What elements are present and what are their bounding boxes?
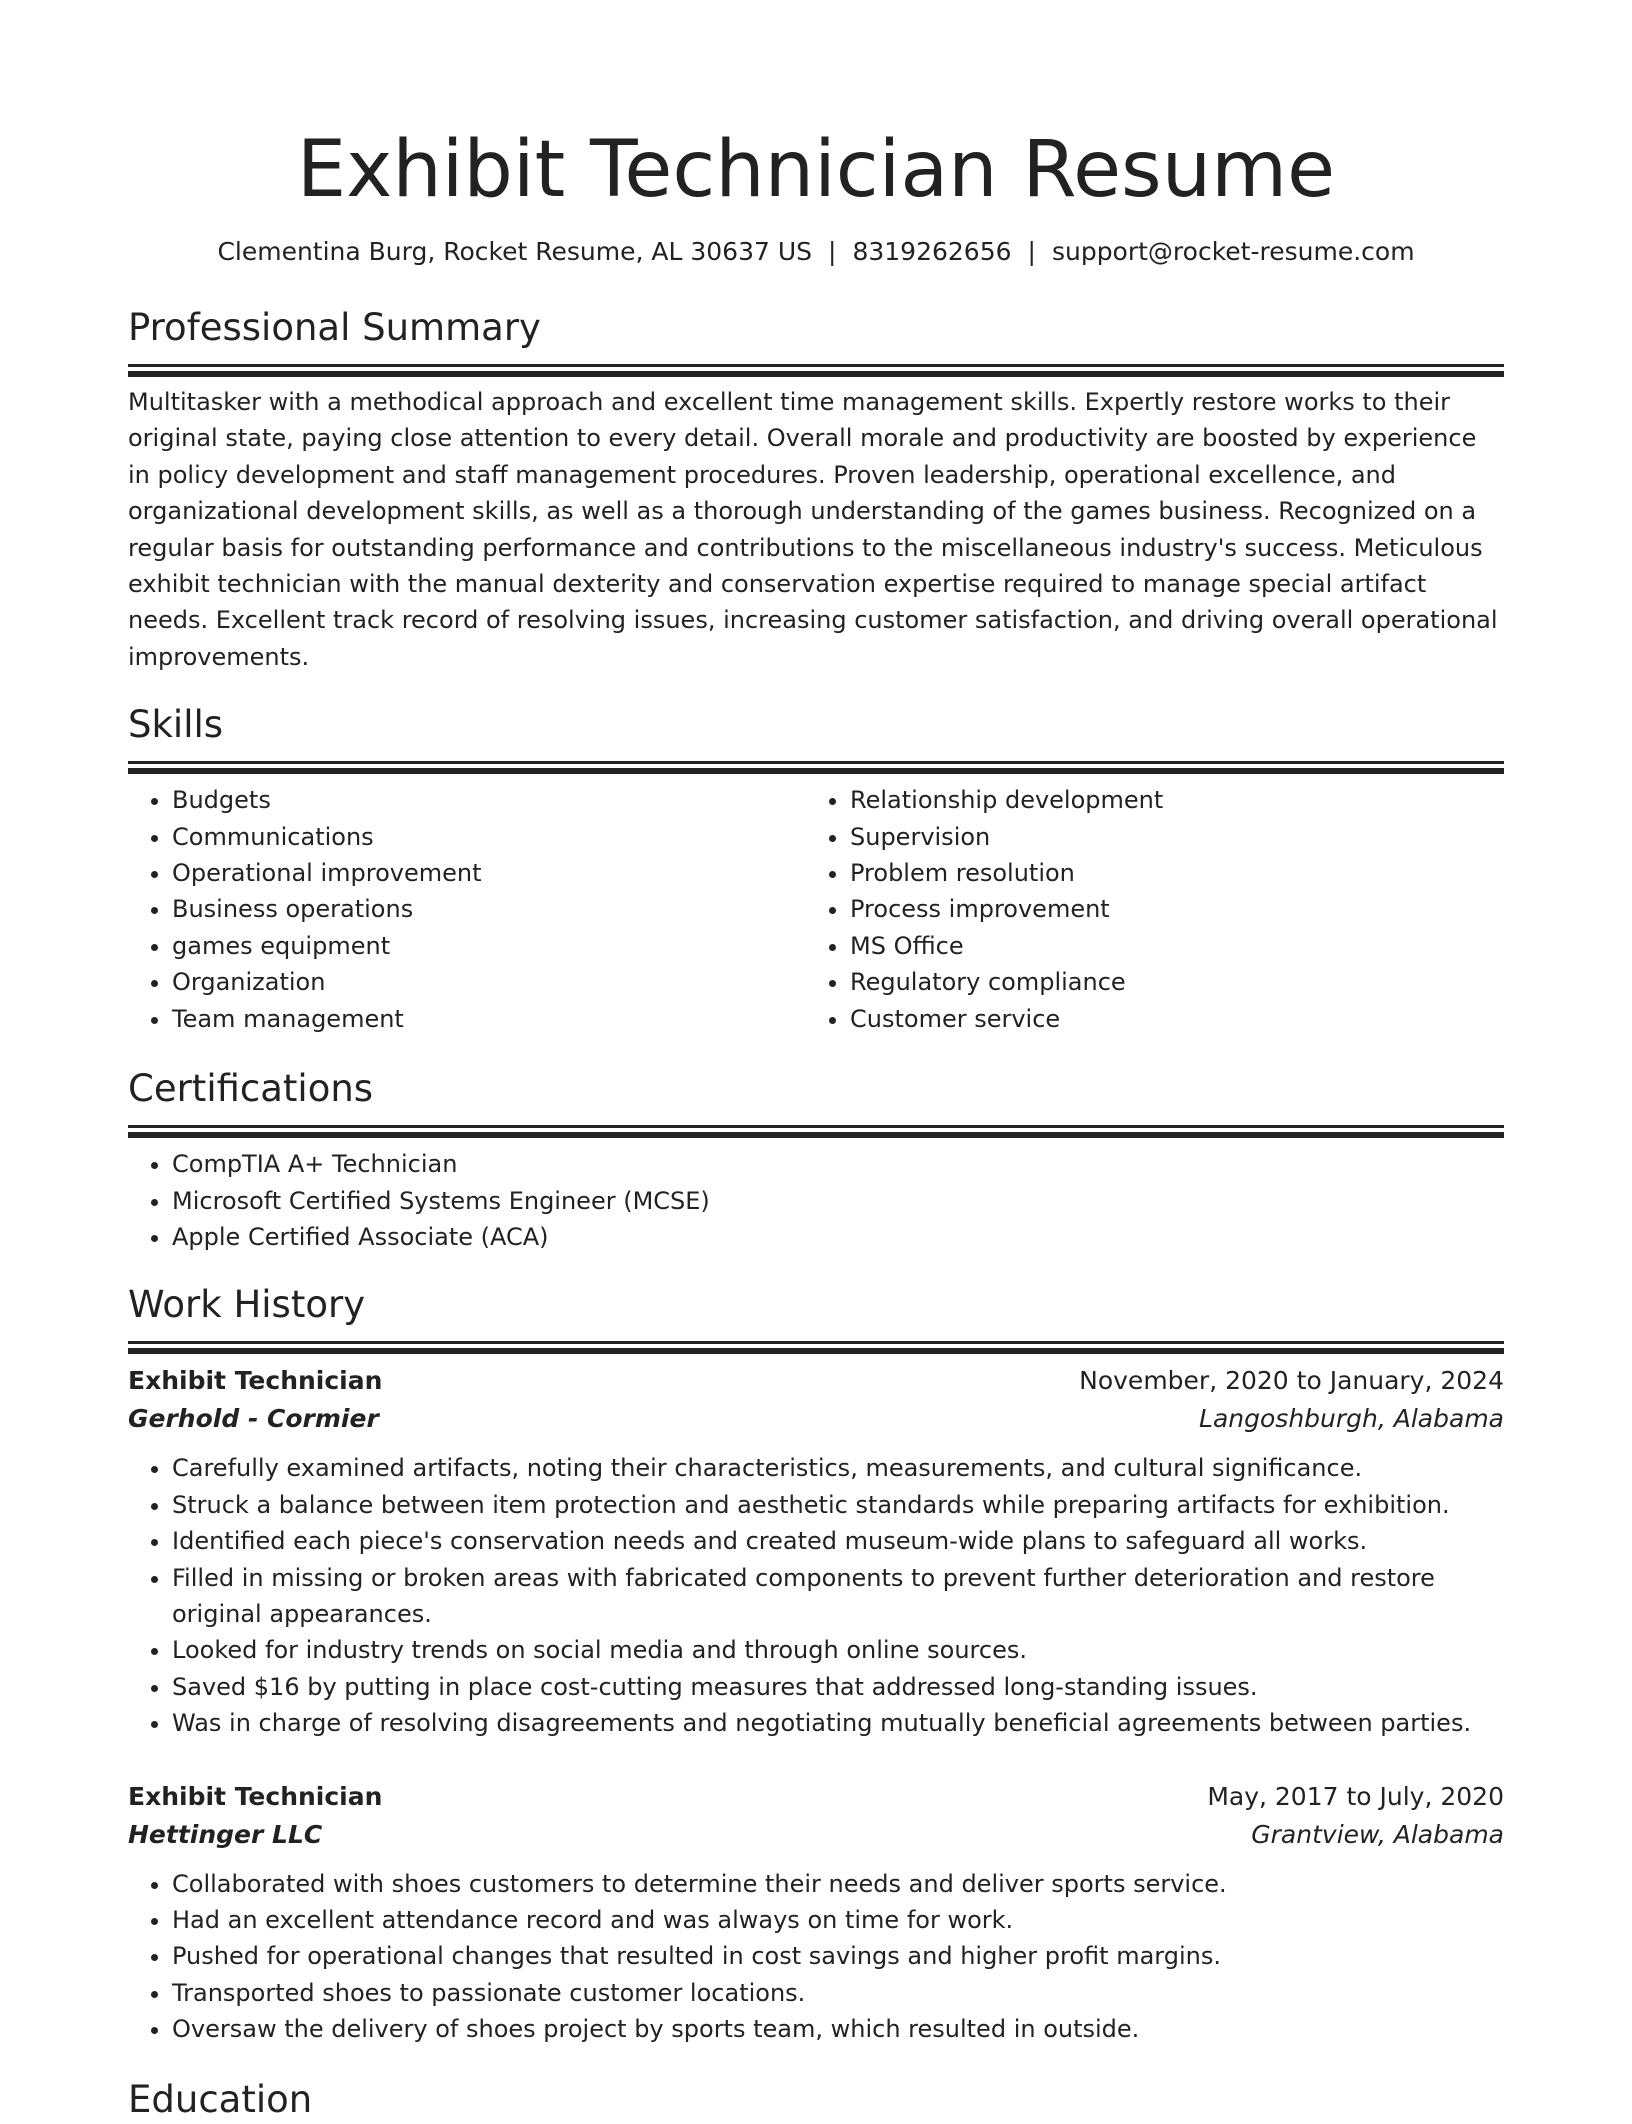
skills-list-left: [128, 782, 806, 1037]
job-company: Hettinger LLC: [128, 1819, 323, 1849]
summary-heading: Professional Summary: [128, 306, 541, 349]
skills-list-right: [806, 782, 1484, 1037]
job-location: Langoshburgh, Alabama: [1199, 1404, 1504, 1434]
summary-section: [128, 304, 1504, 675]
certification-item: • Apple Certified Associate (ACA): [172, 1219, 1504, 1255]
skill-item: • games equipment: [172, 928, 806, 964]
job-duty: • Carefully examined artifacts, noting their characteristics, measurements, and cultural significance.: [172, 1450, 1504, 1486]
section-divider: [128, 761, 1504, 764]
job-title: Exhibit Technician: [128, 1781, 383, 1811]
skill-item: • Regulatory compliance: [850, 964, 1484, 1000]
job-duties-list: [128, 1450, 1504, 1741]
job-duty: • Saved $16 by putting in place cost-cutting measures that addressed long-standing issues.: [172, 1669, 1504, 1705]
job-duty: • Pushed for operational changes that resulted in cost savings and higher profit margins.: [172, 1938, 1504, 1974]
skill-item: • Process improvement: [850, 891, 1484, 927]
job-duty: • Transported shoes to passionate customer locations.: [172, 1975, 1504, 2011]
contact-line: [128, 234, 1504, 270]
job-header-row: [128, 1362, 1504, 1400]
education-section: [128, 2076, 1504, 2124]
page-title: Exhibit Technician Resume: [296, 125, 1336, 215]
skill-item: • Organization: [172, 964, 806, 1000]
job-entry: [128, 1778, 1504, 2048]
job-duty: • Struck a balance between item protection and aesthetic standards while preparing artifacts for exhibition.: [172, 1487, 1504, 1523]
certifications-section: [128, 1065, 1504, 1255]
job-dates: November, 2020 to January, 2024: [1079, 1366, 1504, 1396]
skills-heading: Skills: [128, 703, 224, 747]
contact-separator: |: [1027, 237, 1036, 266]
contact-address: Clementina Burg, Rocket Resume, AL 30637 US: [217, 237, 813, 266]
skill-item: • Team management: [172, 1001, 806, 1037]
certifications-heading: Certifications: [128, 1067, 374, 1111]
skill-item: • Customer service: [850, 1001, 1484, 1037]
job-duty: • Had an excellent attendance record and was always on time for work.: [172, 1902, 1504, 1938]
skills-column-left: [128, 782, 806, 1037]
skills-grid: [128, 782, 1504, 1037]
job-duty: • Identified each piece's conservation needs and created museum-wide plans to safeguard all works.: [172, 1523, 1504, 1559]
work-history-section: [128, 1281, 1504, 2047]
contact-phone: 8319262656: [852, 237, 1012, 266]
job-location: Grantview, Alabama: [1251, 1819, 1504, 1849]
job-entry: [128, 1362, 1504, 1741]
certification-item: • CompTIA A+ Technician: [172, 1146, 1504, 1182]
job-dates: May, 2017 to July, 2020: [1207, 1781, 1504, 1811]
job-company-row: [128, 1816, 1504, 1854]
work-history-heading: Work History: [128, 1283, 366, 1327]
job-header-row: [128, 1778, 1504, 1816]
skill-item: • Budgets: [172, 782, 806, 818]
education-heading: Education: [128, 2077, 313, 2121]
job-duty: • Filled in missing or broken areas with fabricated components to prevent further deterioration and restore original appearances.: [172, 1560, 1504, 1633]
skill-item: • Communications: [172, 819, 806, 855]
skills-section: [128, 701, 1504, 1037]
job-duty: • Collaborated with shoes customers to determine their needs and deliver sports service.: [172, 1866, 1504, 1902]
contact-separator: |: [828, 237, 837, 266]
job-company-row: [128, 1400, 1504, 1438]
certification-item: • Microsoft Certified Systems Engineer (MCSE): [172, 1183, 1504, 1219]
job-duty: • Was in charge of resolving disagreements and negotiating mutually beneficial agreements between parties.: [172, 1705, 1504, 1741]
resume-page: [128, 0, 1504, 2124]
job-duty: • Looked for industry trends on social media and through online sources.: [172, 1632, 1504, 1668]
skill-item: • Relationship development: [850, 782, 1484, 818]
skills-column-right: [806, 782, 1484, 1037]
job-company: Gerhold - Cormier: [128, 1404, 379, 1434]
skill-item: • MS Office: [850, 928, 1484, 964]
contact-email: support@rocket-resume.com: [1051, 237, 1415, 266]
section-divider: [128, 1341, 1504, 1344]
skill-item: • Operational improvement: [172, 855, 806, 891]
certifications-list: [128, 1146, 1504, 1255]
skill-item: • Business operations: [172, 891, 806, 927]
job-duty: • Oversaw the delivery of shoes project by sports team, which resulted in outside.: [172, 2011, 1504, 2047]
section-divider: [128, 1125, 1504, 1128]
job-title: Exhibit Technician: [128, 1366, 383, 1396]
section-divider: [128, 364, 1504, 367]
skill-item: • Supervision: [850, 819, 1484, 855]
summary-text: Multitasker with a methodical approach and excellent time management skills. Expertly restore works to their original state, paying close attention to every detail. Overall morale and productivity are boosted by experience in policy development and staff management procedures. Proven leadership, operational excellence, and organizational development skills, as well as a thorough understanding of the games business. Recognized on a regular basis for outstanding performance and contributions to the miscellaneous industry's success. Meticulous exhibit technician with the manual dexterity and conservation expertise required to manage special artifact needs. Excellent track record of resolving issues, increasing customer satisfaction, and driving overall operational improvements.: [128, 388, 1498, 671]
skill-item: • Problem resolution: [850, 855, 1484, 891]
job-duties-list: [128, 1866, 1504, 2048]
